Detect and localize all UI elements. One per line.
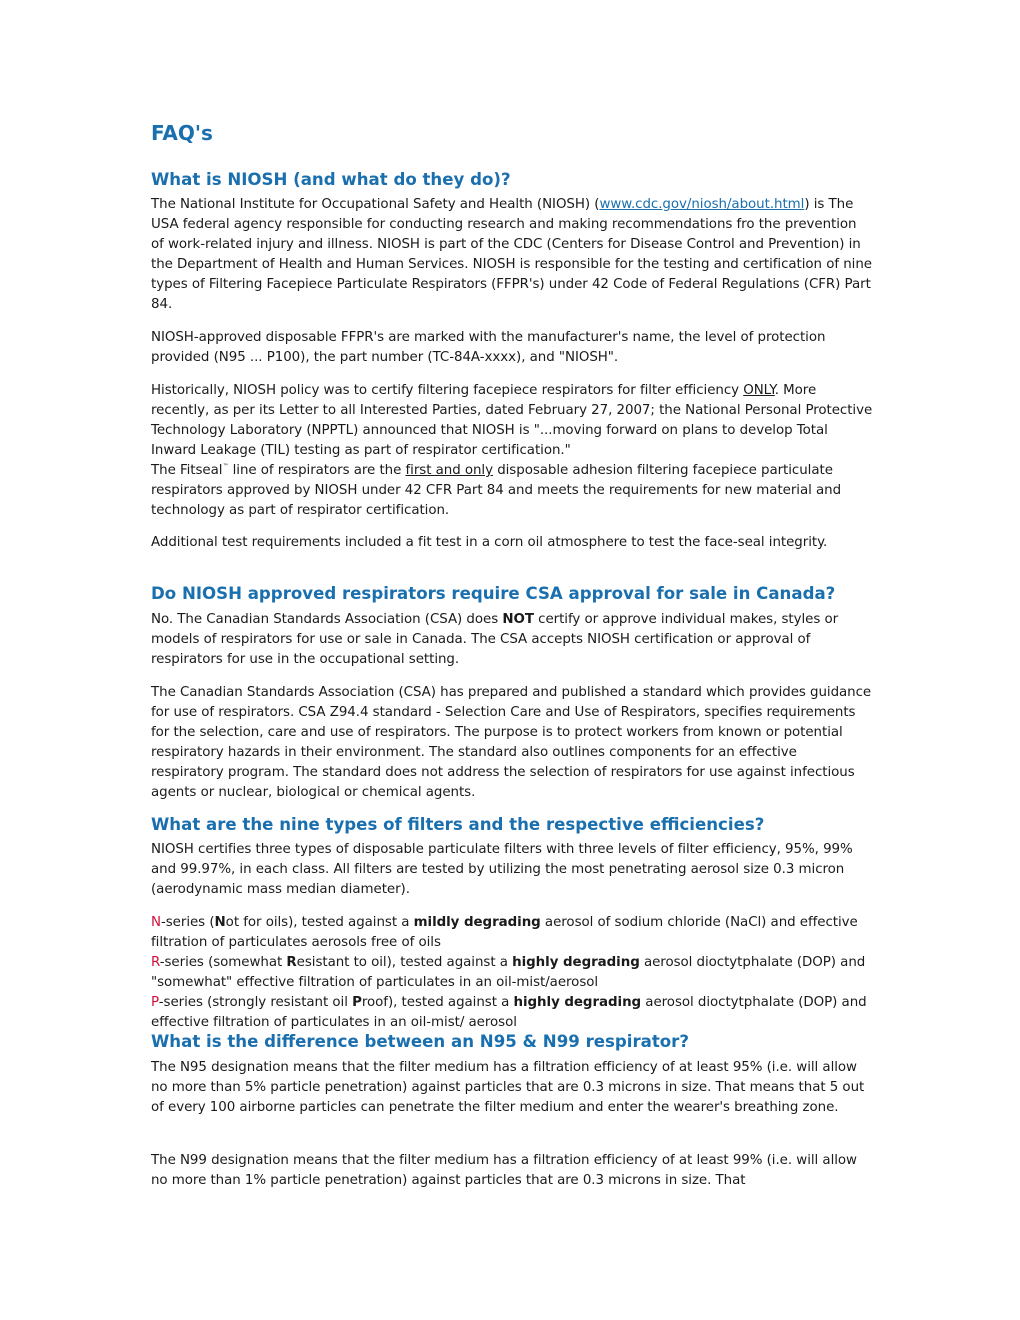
niosh-about-link[interactable]: www.cdc.gov/niosh/about.html [599,197,805,212]
text: highly degrading [513,995,642,1010]
faq-answer-filters-p1 [151,840,873,900]
text: aerosol dioctytphalate (DOP) and effective filtration of particulates in an oil-mist/ aerosol [151,995,867,1030]
text: esistant to oil), tested against a [296,955,513,970]
series-letter: N [151,915,161,930]
filter-series-list [151,913,873,1033]
text: The N99 designation means that the filter medium has a filtration efficiency of at least 99% (i.e. will allow no more than 1% particle penetration) against particles that are 0.3 microns in size. That [151,1153,857,1188]
text: The N95 designation means that the filter medium has a filtration efficiency of at least 95% (i.e. will allow no more than 5% particle penetration) against particles that are 0.3 microns in size. That means that 5 out of every 100 airborne particles can penetrate the filter medium and enter the wearer's breathing zone. [151,1060,865,1115]
faq-answer-niosh-p3 [151,381,873,521]
text: ) is The USA federal agency responsible for conducting research and making recommendations fro the prevention of work-related injury and illness. NIOSH is part of the CDC (Centers for Disease Control and Prevention) in the Department of Health and Human Services. NIOSH is responsible for the testing and certification of nine types of Filtering Facepiece Particulate Respirators (FFPR's) under 42 Code of Federal Regulations (CFR) Part 84. [151,197,872,312]
faq-answer-niosh-p2 [151,328,873,368]
page-title: FAQ's [151,121,213,145]
series-letter: R [151,955,160,970]
faq-heading-filters: What are the nine types of filters and the respective efficiencies? [151,815,765,834]
faq-answer-niosh-p1 [151,195,873,315]
text: -series ( [160,915,215,930]
faq-heading-niosh: What is NIOSH (and what do they do)? [151,170,511,189]
text: The Fitseal [151,463,223,478]
text: mildly degrading [413,915,541,930]
text: N [214,915,226,930]
trademark-symbol: ™ [222,463,229,470]
faq-answer-n99-p2 [151,1151,873,1191]
text: line of respirators are the [228,463,406,478]
text: disposable adhesion filtering facepiece particulate respirators approved by NIOSH under 42 CFR Part 84 and meets the requirements for new material and technology as part of respirator certification. [151,463,842,518]
faq-heading-n95-n99: What is the difference between an N95 & N99 respirator? [151,1032,689,1051]
text: -series (somewhat [159,955,287,970]
text: roof), tested against a [361,995,514,1010]
emphasis-only: ONLY [743,383,775,398]
text: aerosol dioctytphalate (DOP) and "somewhat" effective filtration of particulates in an oil-mist/aerosol [151,955,866,990]
filter-series-r [151,953,873,993]
text: Historically, NIOSH policy was to certify filtering facepiece respirators for filter efficiency [151,383,744,398]
text: NIOSH-approved disposable FFPR's are marked with the manufacturer's name, the level of protection provided (N95 ... P100), the part number (TC-84A-xxxx), and "NIOSH". [151,330,826,365]
text: aerosol of sodium chloride (NaCl) and effective filtration of particulates aerosols free of oils [151,915,858,950]
text: . More recently, as per its Letter to all Interested Parties, dated February 27, 2007; the National Personal Protective Technology Laboratory (NPPTL) announced that NIOSH is "...moving forward on plans to develop Total Inward Leakage (TIL) testing as part of respirator certification." [151,383,873,458]
text: R [286,955,297,970]
text: The National Institute for Occupational Safety and Health (NIOSH) ( [151,197,600,212]
text: The Canadian Standards Association (CSA) has prepared and published a standard which provides guidance for use of respirators. CSA Z94.4 standard - Selection Care and Use of Respirators, specifies requirements for the selection, care and use of respirators. The purpose is to protect workers from known or potential respiratory hazards in their environment. The standard also outlines components for an effective respiratory program. The standard does not address the selection of respirators for use against infectious agents or nuclear, biological or chemical agents. [151,685,872,800]
text: NIOSH certifies three types of disposable particulate filters with three levels of filter efficiency, 95%, 99% and 99.97%, in each class. All filters are tested by utilizing the most penetrating aerosol size 0.3 micron (aerodynamic mass median diameter). [151,842,853,897]
emphasis-first-and-only: first and only [405,463,493,478]
filter-series-p [151,993,873,1033]
text: No. The Canadian Standards Association (CSA) does [151,612,503,627]
text: highly degrading [512,955,640,970]
filter-series-n [151,913,873,953]
text: ot for oils), tested against a [225,915,414,930]
faq-answer-csa-p2 [151,683,873,803]
faq-heading-csa: Do NIOSH approved respirators require CSA approval for sale in Canada? [151,584,836,603]
series-letter: P [151,995,159,1010]
faq-answer-niosh-p5 [151,533,873,553]
faq-answer-csa-p1 [151,610,873,670]
text: certify or approve individual makes, styles or models of respirators for use or sale in Canada. The CSA accepts NIOSH certification or approval of respirators for use in the occupational setting. [151,612,839,667]
text: -series (strongly resistant oil [158,995,353,1010]
faq-answer-n95-p1 [151,1058,873,1118]
emphasis-not: NOT [502,612,534,627]
text: P [352,995,362,1010]
text: Additional test requirements included a fit test in a corn oil atmosphere to test the face-seal integrity. [151,535,828,550]
